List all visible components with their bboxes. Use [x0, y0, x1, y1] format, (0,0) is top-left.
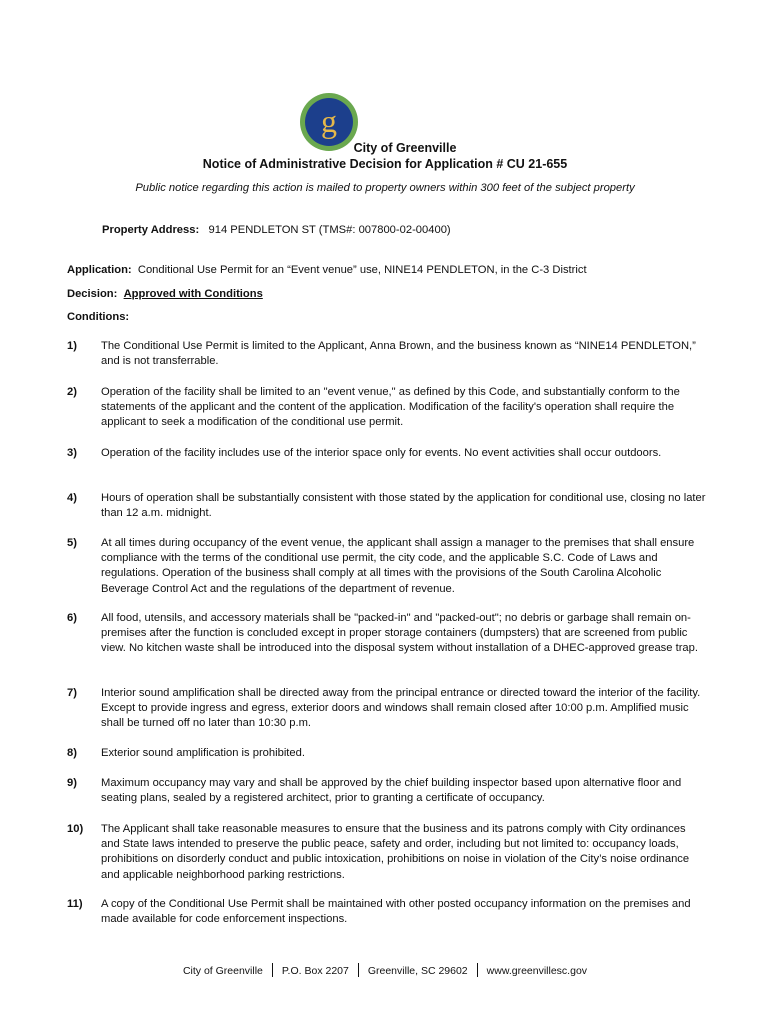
property-address-value: 914 PENDLETON ST (TMS#: 007800-02-00400) [208, 224, 451, 236]
condition-item [67, 491, 707, 521]
conditions-heading: Conditions: [67, 311, 130, 323]
condition-number: 3) [67, 447, 77, 459]
footer-website[interactable]: www.greenvillesc.gov [486, 965, 588, 977]
condition-item [67, 611, 707, 657]
condition-item [67, 776, 707, 806]
condition-text: Exterior sound amplification is prohibited. [101, 747, 305, 759]
condition-item [67, 686, 707, 732]
page-footer [0, 963, 770, 977]
condition-number: 4) [67, 492, 77, 504]
org-title: City of Greenville [353, 141, 457, 155]
footer-city: Greenville, SC 29602 [367, 965, 468, 977]
condition-item [67, 385, 707, 431]
condition-text: Maximum occupancy may vary and shall be approved by the chief building inspector based upon alternative floor and seating plans, sealed by a registered architect, prior to granting a certificate of occupancy. [101, 777, 682, 805]
condition-number: 11) [67, 898, 83, 910]
footer-divider [477, 963, 478, 977]
decision-row [67, 288, 263, 300]
condition-text: Hours of operation shall be substantially consistent with those stated by the application for conditional use, closing no later than 12 a.m. midnight. [101, 492, 706, 520]
condition-item [67, 339, 707, 369]
footer-po-box: P.O. Box 2207 [281, 965, 349, 977]
application-row [67, 264, 587, 276]
notice-title: Notice of Administrative Decision for Application # CU 21-655 [202, 157, 568, 171]
condition-text: The Conditional Use Permit is limited to the Applicant, Anna Brown, and the business known as “NINE14 PENDLETON,” and is not transferrable. [101, 340, 696, 368]
condition-number: 8) [67, 747, 77, 759]
condition-text: Operation of the facility includes use of the interior space only for events. No event activities shall occur outdoors. [101, 447, 662, 459]
condition-number: 1) [67, 340, 77, 352]
footer-divider [358, 963, 359, 977]
condition-text: The Applicant shall take reasonable measures to ensure that the business and its patrons comply with City ordinances and State laws intended to preserve the public peace, safety and order, including but not limited to: occupancy loads, prohibitions on disorderly conduct and public intoxication, prohibitions on noise in violation of the City’s noise ordinance and applicable neighborhood parking restrictions. [101, 823, 690, 881]
condition-item [67, 822, 707, 883]
condition-text: Operation of the facility shall be limited to an "event venue," as defined by this Code, and substantially conform to the statements of the applicant and the content of the application. Modification of the facility's operation shall require the applicant to seek a modification of the conditional use permit. [101, 386, 680, 429]
condition-text: All food, utensils, and accessory materials shall be "packed-in" and "packed-out"; no debris or garbage shall remain on-premises after the function is concluded except in proper storage containers (dumpsters) that are screened from public view. No kitchen waste shall be introduced into the disposal system without installation of a DHEC-approved grease trap. [101, 612, 698, 655]
condition-text: Interior sound amplification shall be directed away from the principal entrance or directed toward the interior of the facility. Except to provide ingress and egress, exterior doors and windows shall remain closed after 10:00 p.m. Amplified music shall be turned off no later than 10:30 p.m. [101, 687, 701, 730]
condition-number: 6) [67, 612, 77, 624]
svg-text:g: g [321, 103, 337, 139]
application-label: Application: [67, 264, 132, 276]
decision-value: Approved with Conditions [123, 288, 263, 300]
decision-label: Decision: [67, 288, 118, 300]
property-address-label: Property Address: [102, 224, 200, 236]
footer-org: City of Greenville [182, 965, 263, 977]
condition-number: 2) [67, 386, 77, 398]
condition-text: A copy of the Conditional Use Permit shall be maintained with other posted occupancy information on the premises and made available for code enforcement inspections. [101, 898, 691, 926]
condition-text: At all times during occupancy of the event venue, the applicant shall assign a manager to the premises that shall ensure compliance with the terms of the conditional use permit, the city code, and the applicable S.C. Code of Laws and regulations. Operation of the business shall comply at all times with the provisions of the South Carolina Alcoholic Beverage Control Act and the regulations of the department of revenue. [101, 537, 695, 595]
application-value: Conditional Use Permit for an “Event venue” use, NINE14 PENDLETON, in the C-3 District [137, 264, 587, 276]
condition-number: 7) [67, 687, 77, 699]
public-notice-text: Public notice regarding this action is mailed to property owners within 300 feet of the subject property [135, 182, 635, 194]
property-address-row [102, 224, 451, 236]
condition-item [67, 446, 707, 461]
condition-item [67, 897, 707, 927]
condition-number: 9) [67, 777, 77, 789]
condition-number: 5) [67, 537, 77, 549]
condition-number: 10) [67, 823, 84, 835]
condition-item [67, 746, 707, 761]
footer-divider [272, 963, 273, 977]
condition-item [67, 536, 707, 597]
